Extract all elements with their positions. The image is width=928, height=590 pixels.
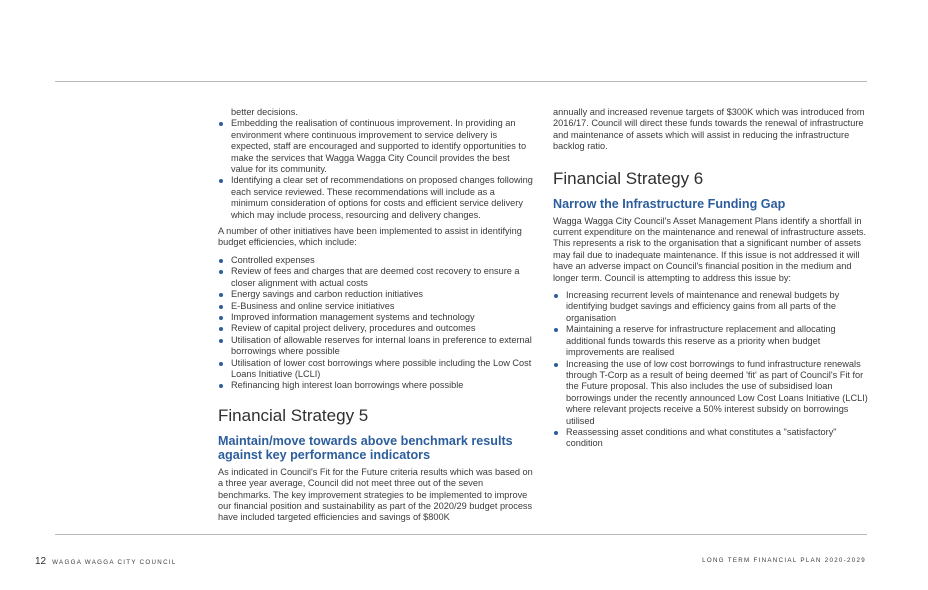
top-divider: [55, 81, 867, 82]
footer-organisation: WAGGA WAGGA CITY COUNCIL: [52, 559, 177, 566]
paragraph: Wagga Wagga City Council's Asset Management Plans identify a shortfall in current expenditure on the maintenance and renewal of infrastructure assets. This represents a risk to the organisation that a significant number of assets may fail due to inadequate maintenance. If this issue is not addressed it will have an adverse impact on Council's financial position in the medium and longer term. Council is attempting to address this issue by:: [553, 215, 867, 283]
strategy-subheading: Maintain/move towards above benchmark results against key performance indicators: [218, 433, 513, 462]
improvement-list: [218, 118, 533, 221]
list-item: Refinancing high interest loan borrowings where possible: [218, 380, 533, 391]
list-item: Energy savings and carbon reduction initiatives: [218, 289, 533, 300]
paragraph: annually and increased revenue targets of $300K which was introduced from 2016/17. Council will direct these funds towards the renewal of infrastructure and maintenance of assets which will assist in reducing the infrastructure backlog ratio.: [553, 107, 865, 152]
list-item: Review of fees and charges that are deemed cost recovery to ensure a closer alignment with actual costs: [218, 266, 533, 289]
strategy-subheading: Narrow the Infrastructure Funding Gap: [553, 196, 786, 211]
list-item: Reassessing asset conditions and what constitutes a "satisfactory" condition: [553, 427, 868, 450]
list-item: Controlled expenses: [218, 255, 533, 266]
funding-gap-list: [553, 290, 868, 450]
list-item: Embedding the realisation of continuous improvement. In providing an environment where continuous improvement to service delivery is expected, staff are encouraged and supported to identify opportunities to make the services that Wagga Wagga City Council provides the best value for its community.: [218, 118, 533, 175]
list-item: Review of capital project delivery, procedures and outcomes: [218, 323, 533, 334]
strategy-heading: Financial Strategy 5: [218, 405, 369, 425]
paragraph: As indicated in Council's Fit for the Future criteria results which was based on a three year average, Council did not meet three out of the seven benchmarks. The key improvement strategies to be implemented to improve our financial position and sustainability as part of the 2020/29 budget process have included targeted efficiencies and savings of $800K: [218, 466, 533, 523]
list-item: Utilisation of allowable reserves for internal loans in preference to external borrowings where possible: [218, 335, 533, 358]
strategy-heading: Financial Strategy 6: [553, 168, 704, 188]
bottom-divider: [55, 534, 867, 535]
footer-document-title: LONG TERM FINANCIAL PLAN 2020-2029: [702, 557, 866, 564]
list-item: E-Business and online service initiatives: [218, 301, 533, 312]
continued-text: better decisions.: [231, 107, 298, 117]
left-column: [218, 107, 533, 530]
list-item: Identifying a clear set of recommendations on proposed changes following each service reviewed. These recommendations will include as a minimum consideration of options for costs and efficient service delivery which may include process, resourcing and delivery changes.: [218, 175, 533, 221]
list-item: Increasing the use of low cost borrowings to fund infrastructure renewals through T-Corp as a result of being deemed 'fit' as part of Council's Fit for the Future proposal. This also includes the use of subsidised loan borrowings under the recently announced Low Cost Loans Initiative (LCLI) where relevant projects receive a 50% interest subsidy on borrowings utilised: [553, 359, 868, 427]
footer-left: [35, 556, 177, 567]
right-column: [553, 107, 868, 455]
initiatives-list: [218, 255, 533, 392]
list-item: Improved information management systems and technology: [218, 312, 533, 323]
list-item: Maintaining a reserve for infrastructure replacement and allocating additional funds towards this reserve as a priority when budget improvements are realised: [553, 324, 868, 358]
list-item: Utilisation of lower cost borrowings where possible including the Low Cost Loans Initiative (LCLI): [218, 358, 533, 381]
list-item: Increasing recurrent levels of maintenance and renewal budgets by identifying budget savings and efficiency gains from all parts of the organisation: [553, 290, 868, 324]
paragraph: A number of other initiatives have been implemented to assist in identifying budget efficiencies, which include:: [218, 226, 522, 248]
page-number: 12: [35, 556, 47, 567]
